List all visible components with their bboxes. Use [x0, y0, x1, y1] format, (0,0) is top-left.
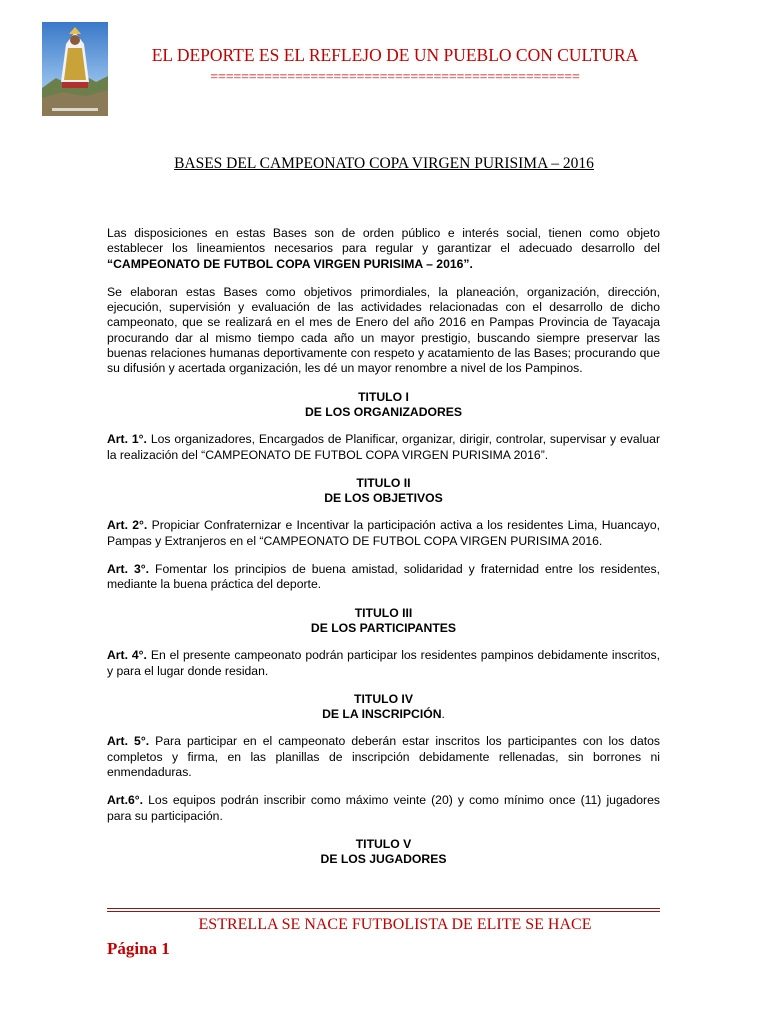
- intro-paragraph: Las disposiciones en estas Bases son de orden público e interés social, tienen como objeto establecer los lineamientos necesarios para regular y garantizar el adecuado desarrollo del “CAMPEONATO DE FUTBOL COPA VIRGEN PURISIMA – 2016”.: [107, 226, 660, 271]
- header-rule: ================================================: [210, 70, 580, 85]
- footer-slogan: ESTRELLA SE NACE FUTBOLISTA DE ELITE SE HACE: [198, 916, 592, 933]
- titulo-5-heading: DE LOS JUGADORES: [320, 852, 447, 867]
- header-title: EL DEPORTE ES EL REFLEJO DE UN PUEBLO CON CULTURA: [151, 45, 639, 65]
- titulo-2-number: TITULO II: [356, 475, 411, 490]
- virgin-mary-image-icon: [42, 22, 108, 116]
- article-4: Art. 4°. En el presente campeonato podrán participar los residentes pampinos debidamente inscritos, y para el lugar donde residan.: [107, 648, 660, 678]
- titulo-1-number: TITULO I: [358, 389, 409, 404]
- article-6: Art.6°. Los equipos podrán inscribir como máximo veinte (20) y como mínimo once (11) jugadores para su participación.: [107, 793, 660, 823]
- page-number: Página 1: [107, 939, 170, 958]
- document-body: [107, 226, 660, 868]
- titulo-4-number: TITULO IV: [354, 691, 413, 706]
- purpose-paragraph: Se elaboran estas Bases como objetivos primordiales, la planeación, organización, dirección, ejecución, supervisión y evaluación de las actividades relacionadas con el desarrollo de dicho campeonato, que se realizará en el mes de Enero del año 2016 en Pampas Provincia de Tayacaja procurando dar al mismo tiempo cada año un mayor prestigio, buscando siempre preservar las buenas relaciones humanas deportivamente con respeto y acatamiento de las Bases; procurando que su difusión y acertada organización, les dé un mayor renombre a nivel de los Pampinos.: [107, 284, 660, 376]
- titulo-5-number: TITULO V: [355, 836, 412, 851]
- titulo-3-heading: DE LOS PARTICIPANTES: [310, 620, 457, 635]
- footer-rule: [107, 908, 660, 914]
- article-5: Art. 5°. Para participar en el campeonato deberán estar inscritos los participantes con los datos completos y firma, en las planillas de inscripción debidamente rellenadas, sin borrones ni enmendaduras.: [107, 734, 660, 780]
- document-title: BASES DEL CAMPEONATO COPA VIRGEN PURISIMA – 2016: [174, 155, 594, 172]
- titulo-2-heading: DE LOS OBJETIVOS: [324, 491, 443, 506]
- article-1: Art. 1°. Los organizadores, Encargados de Planificar, organizar, dirigir, controlar, supervisar y evaluar la realización del “CAMPEONATO DE FUTBOL COPA VIRGEN PURISIMA 2016”.: [107, 432, 660, 462]
- championship-name: “CAMPEONATO DE FUTBOL COPA VIRGEN PURISIMA – 2016”.: [107, 256, 473, 271]
- titulo-1-heading: DE LOS ORGANIZADORES: [304, 404, 463, 419]
- article-3: Art. 3°. Fomentar los principios de buena amistad, solidaridad y fraternidad entre los residentes, mediante la buena práctica del deporte.: [107, 562, 660, 592]
- titulo-3-number: TITULO III: [354, 605, 413, 620]
- article-2: Art. 2°. Propiciar Confraternizar e Incentivar la participación activa a los residentes Lima, Huancayo, Pampas y Extranjeros en el “CAMPEONATO DE FUTBOL COPA VIRGEN PURISIMA 2016.: [107, 518, 660, 548]
- titulo-4-heading: DE LA INSCRIPCIÓN.: [322, 707, 445, 722]
